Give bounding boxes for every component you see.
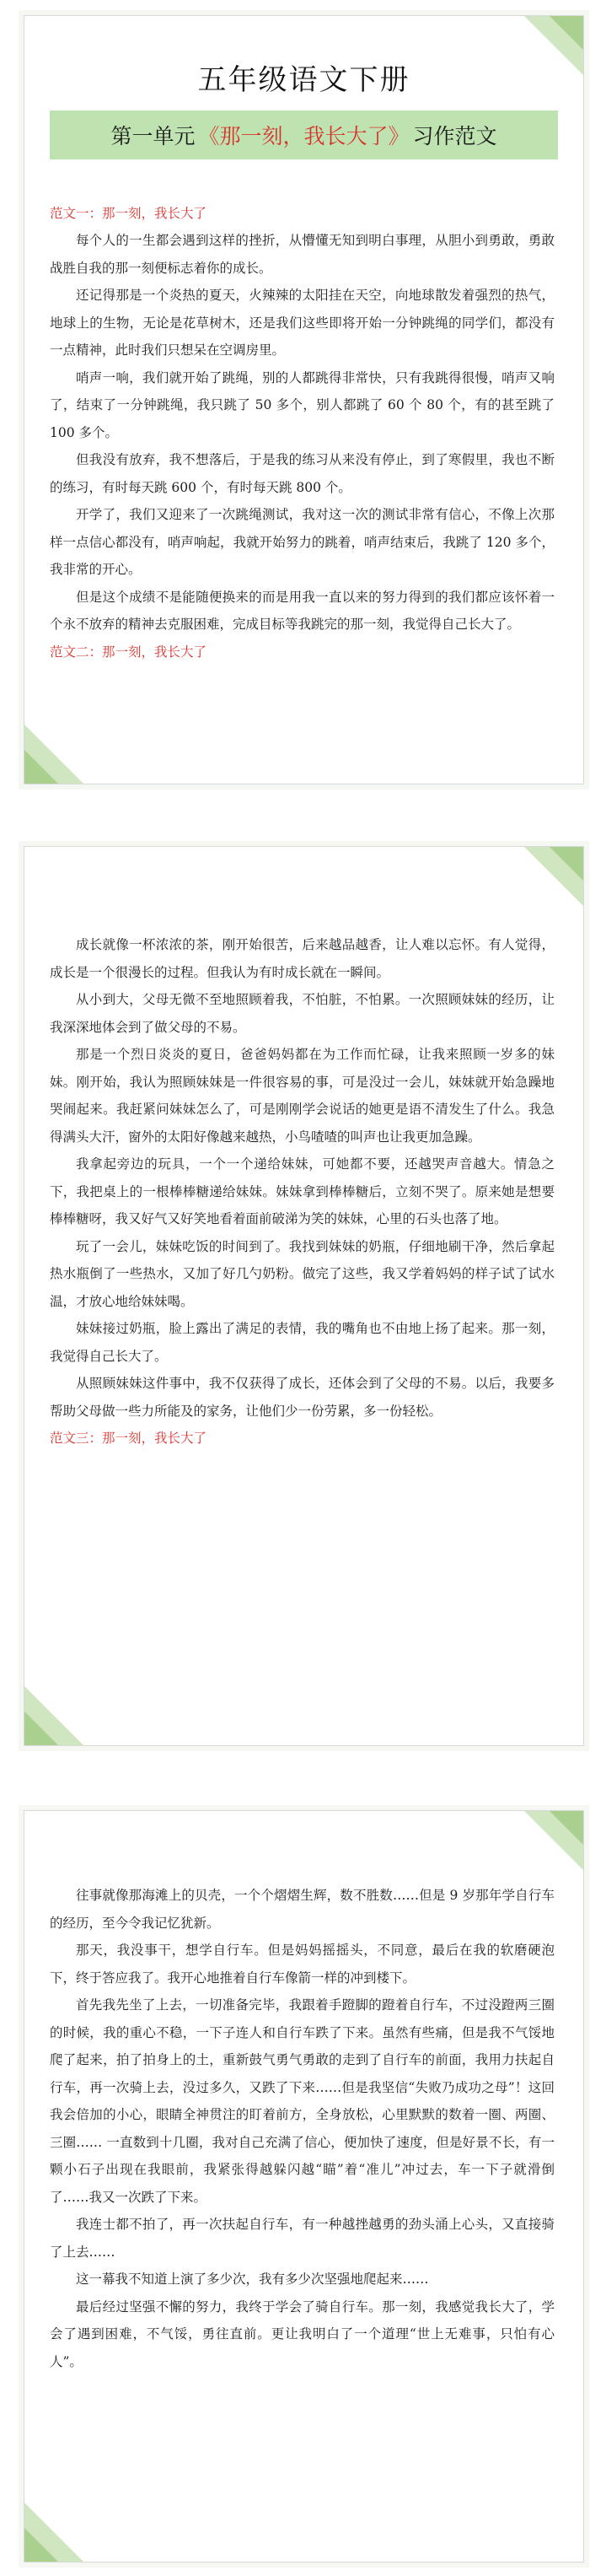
paragraph: 最后经过坚强不懈的努力，我终于学会了骑自行车。那一刻，我感觉我长大了，学会了遇到困难，不气馁，勇往直前。更让我明白了一个道理“世上无难事，只怕有心人”。: [50, 2298, 555, 2369]
unit-topic: 《那一刻，我长大了》: [198, 124, 410, 148]
page-panel-1: [24, 15, 584, 784]
corner-decoration: [550, 1811, 583, 1845]
paragraph: 哨声一响，我们就开始了跳绳，别的人都跳得非常快，只有我跳得很慢，哨声又响了，结束了一分钟跳绳，我只跳了 50 多个，别人都跳了 60 个 80 个，有的甚至跳了 100 多个。: [50, 369, 555, 440]
corner-decoration: [24, 2528, 58, 2562]
corner-decoration: [24, 750, 58, 784]
essay-heading: 范文三：那一刻，我长大了: [50, 1431, 207, 1446]
paragraph: 但我没有放弃，我不想落后，于是我的练习从来没有停止，到了寒假里，我也不断的练习，有时每天跳 600 个，有时每天跳 800 个。: [50, 452, 555, 495]
page-panel-3: [24, 1810, 584, 2563]
paragraph: 开学了，我们又迎来了一次跳绳测试，我对这一次的测试非常有信心，不像上次那样一点信心都没有，哨声响起，我就开始努力的跳着，哨声结束后，我跳了 120 多个，我非常的开心。: [50, 507, 555, 577]
paragraph: 成长就像一杯浓浓的茶，刚开始很苦，后来越品越香，让人难以忘怀。有人觉得，成长是一个很漫长的过程。但我认为有时成长就在一瞬间。: [50, 937, 555, 980]
paragraph: 妹妹接过奶瓶，脸上露出了满足的表情，我的嘴角也不由地上扬了起来。那一刻，我觉得自己长大了。: [50, 1321, 555, 1364]
paragraph: 那是一个烈日炎炎的夏日，爸爸妈妈都在为工作而忙碌，让我来照顾一岁多的妹妹。刚开始，我认为照顾妹妹是一件很容易的事，可是没过一会儿，妹妹就开始急躁地哭闹起来。我赶紧问妹妹怎么了，可是刚刚学会说话的她更是语不清发生了什么。我急得满头大汗，窗外的太阳好像越来越热，小鸟喳喳的叫声也让我更加急躁。: [50, 1047, 555, 1145]
paragraph: 从小到大，父母无微不至地照顾着我，不怕脏，不怕累。一次照顾妹妹的经历，让我深深地体会到了做父母的不易。: [50, 992, 555, 1035]
paragraph: 但是这个成绩不是能随便换来的而是用我一直以来的努力得到的我们都应该怀着一个永不放弃的精神去克服困难，完成目标等我跳完的那一刻，我觉得自己长大了。: [50, 589, 555, 632]
essay-body-3: [50, 1882, 555, 2375]
essay-body-1: [50, 200, 555, 666]
corner-decoration: [550, 847, 583, 881]
essay-body-2: [50, 931, 555, 1452]
paragraph: 还记得那是一个炎热的夏天，火辣辣的太阳挂在天空，向地球散发着强烈的热气，地球上的生物，无论是花草树木，还是我们这些即将开始一分钟跳绳的同学们，都没有一点精神，此时我们只想呆在空调房里。: [50, 288, 555, 358]
paragraph: 我连士都不拍了，再一次扶起自行车，有一种越挫越勇的劲头涌上心头，又直接骑了上去……: [50, 2217, 555, 2260]
document-title: 五年级语文下册: [197, 63, 410, 97]
unit-suffix: 习作范文: [412, 124, 497, 148]
paragraph: 首先我先坐了上去，一切准备完毕，我跟着手蹬脚的蹬着自行车，不过没蹬两三圈的时候，我的重心不稳，一下子连人和自行车跌了下来。虽然有些痛，但是我不气馁地爬了起来，拍了拍身上的土，重新鼓气勇气勇敢的走到了自行车的前面，我用力扶起自行车，再一次骑上去，没过多久，又跌了下来……但是我坚信“失败乃成功之母”！这回我会倍加的小心，眼睛全神贯注的盯着前方，全身放松，心里默默的数着一圈、两圈、三圈…… 一直数到十几圈，我对自己充满了信心，便加快了速度，但是好景不长，有一颗小石子出现在我眼前，我紧张得越躲闪越“瞄”着“准儿”冲过去，车一下子就滑倒了……我又一次跌了下来。: [50, 1997, 555, 2205]
paragraph: 玩了一会儿，妹妹吃饭的时间到了。我找到妹妹的奶瓶，仔细地刷干净，然后拿起热水瓶倒了一些热水，又加了好几勺奶粉。做完了这些，我又学着妈妈的样子试了试水温，才放心地给妹妹喝。: [50, 1238, 555, 1309]
paragraph: 每个人的一生都会遇到这样的挫折，从懵懂无知到明白事理，从胆小到勇敢，勇敢战胜自我的那一刻便标志着你的成长。: [50, 233, 555, 276]
corner-decoration: [24, 1711, 58, 1745]
unit-prefix: 第一单元: [110, 124, 196, 148]
paragraph: 这一幕我不知道上演了多少次，我有多少次坚强地爬起来……: [76, 2272, 429, 2287]
corner-decoration: [550, 16, 583, 50]
paragraph: 从照顾妹妹这件事中，我不仅获得了成长，还体会到了父母的不易。以后，我要多帮助父母做一些力所能及的家务，让他们少一份劳累，多一份轻松。: [50, 1376, 555, 1419]
paragraph: 我拿起旁边的玩具，一个一个递给妹妹，可她都不要，还越哭声音越大。情急之下，我把桌上的一根棒棒糖递给妹妹。妹妹拿到棒棒糖后，立刻不哭了。原来她是想要棒棒糖呀，我又好气又好笑地看着面前破涕为笑的妹妹，心里的石头也落了地。: [50, 1156, 555, 1226]
paragraph: 那天，我没事干，想学自行车。但是妈妈摇摇头，不同意，最后在我的软磨硬泡下，终于答应我了。我开心地推着自行车像箭一样的冲到楼下。: [50, 1943, 555, 1986]
page-panel-2: [24, 846, 584, 1746]
essay-heading: 范文一：那一刻，我长大了: [50, 206, 207, 221]
paragraph: 往事就像那海滩上的贝壳，一个个熠熠生辉，数不胜数……但是 9 岁那年学自行车的经历，至今令我记忆犹新。: [50, 1888, 555, 1931]
essay-heading: 范文二：那一刻，我长大了: [50, 644, 207, 660]
unit-banner: [50, 110, 558, 159]
